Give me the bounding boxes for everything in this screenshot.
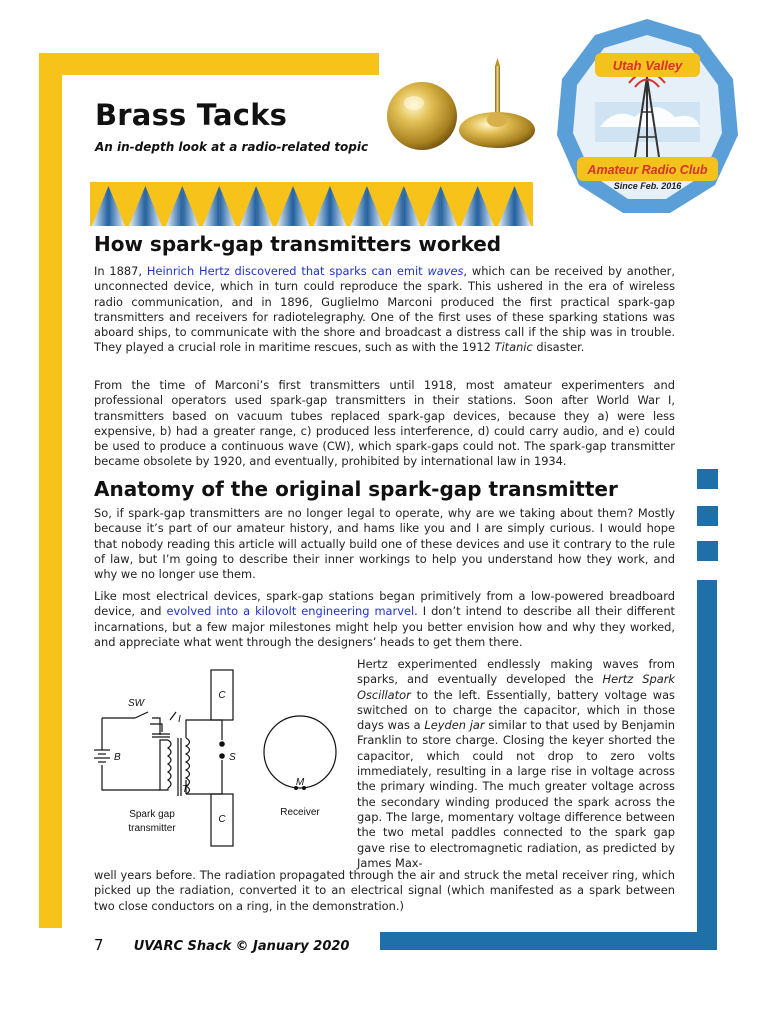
blue-square: [697, 506, 718, 526]
section-heading-spark-gap: How spark-gap transmitters worked: [94, 232, 502, 256]
label-c-top: C: [218, 690, 226, 701]
page-number: 7: [94, 936, 104, 954]
paragraph-decline: From the time of Marconi’s first transmitters until 1918, most amateur experimenters and professional operators used spark-gap transmitters in their stations. Soon after World War I, transmitters based on vacuum tubes replaced spark-gap devices, because they a) were less expensive, b) had a greater range, c) produced less interference, d) could carry audio, and e) could be used to produce a continuous wave (CW), which spark-gaps could not. The spark-gap transmitter became obsolete by 1920, and eventually, prohibited by international law in 1934.: [94, 378, 675, 469]
paragraph-hertz-oscillator: Hertz experimented endlessly making waves from sparks, and eventually developed the Hertz Spark Oscillator to the left. Essentially, battery voltage was switched on to charge the capacitor, which in those days was a Leyden jar similar to that used by Benjamin Franklin to store charge. Closing the keyer shorted the capacitor, which could not drop to zero volts immediately, resulting in a large rise in voltage across the primary winding. The much greater voltage across the secondary winding produced the spark across the gap. The large, momentary voltage difference between the two metal paddles connected to the spark gap gave rise to electromagnetic radiation, as predicted by James Max-: [357, 657, 675, 870]
label-sw: SW: [128, 698, 145, 709]
caption-receiver: Receiver: [280, 807, 320, 818]
label-t: T: [182, 784, 189, 795]
page-footer: [94, 936, 349, 954]
frame-right-blue-bar: [697, 580, 717, 950]
label-b: B: [114, 752, 121, 763]
caption-transmitter-line1: Spark gap: [129, 809, 175, 820]
frame-top-yellow-bar: [39, 53, 379, 75]
logo-since-text: Since Feb. 2016: [613, 181, 682, 191]
hertz-link[interactable]: Heinrich Hertz discovered that sparks can emit waves: [146, 264, 464, 278]
yellow-dot: [39, 458, 59, 478]
blue-square: [697, 469, 718, 489]
frame-left-yellow-bar: [39, 53, 62, 928]
paragraph-receiver: well years before. The radiation propagated through the air and struck the metal receiver ring, which picked up the radiation, converted it to an electrical signal (which manifested as a spark between two close conductors on a ring, in the demonstration.): [94, 868, 675, 913]
spark-gap-circuit-diagram: [90, 660, 352, 850]
paragraph-why: So, if spark-gap transmitters are no longer legal to operate, why are we taking about them? Mostly because it’s part of our amateur history, and hams like you and I are simply curious. I would hope that nobody reading this article will actually build one of these devices and use it contrary to the rule of law, but I’m going to describe their inner workings to help you understand how they work, and why we no longer use them.: [94, 506, 675, 582]
frame-bottom-blue-bar: [380, 932, 717, 950]
club-logo: [555, 17, 740, 217]
caption-transmitter-line2: transmitter: [128, 823, 176, 834]
publication-name: UVARC Shack: [133, 939, 232, 954]
label-m: M: [295, 777, 305, 788]
logo-main-text: Amateur Radio Club: [587, 163, 708, 177]
section-heading-anatomy: Anatomy of the original spark-gap transmitter: [94, 477, 618, 501]
paragraph-history: In 1887, Heinrich Hertz discovered that sparks can emit waves, which can be received by another, unconnected device, which in turn could reproduce the spark. This ushered in the era of wireless radio communication, and in 1896, Guglielmo Marconi produced the first practical spark-gap transmitters and receivers for radiotelegraphy. One of the first uses of these sparking stations was aboard ships, to communicate with the shore and broadcast a distress call if the ship was in trouble. They played a crucial role in maritime rescues, such as with the 1912 Titanic disaster.: [94, 264, 675, 355]
label-i: I: [178, 714, 181, 725]
page-title: Brass Tacks: [95, 98, 288, 132]
blue-square: [697, 541, 718, 561]
logo-top-text: Utah Valley: [612, 58, 683, 73]
kilovolt-link[interactable]: evolved into a kilovolt engineering marvel: [166, 604, 415, 619]
page-subtitle: An in-depth look at a radio-related topic: [95, 140, 369, 154]
label-s: S: [229, 752, 236, 763]
paragraph-milestones: Like most electrical devices, spark-gap stations began primitively from a low-powered breadboard device, and evolved into a kilovolt engineering marvel. I don’t intend to describe all their different incarnations, but a few major milestones might help you better envision how and why they worked, and appreciate what went through the designers’ heads to get them there.: [94, 589, 676, 649]
decorative-band: [90, 182, 533, 226]
label-c-bottom: C: [218, 814, 226, 825]
yellow-dot: [39, 493, 59, 513]
copyright-date: © January 2020: [235, 939, 350, 954]
yellow-dot: [39, 528, 59, 548]
brass-tacks-image: [382, 58, 547, 158]
